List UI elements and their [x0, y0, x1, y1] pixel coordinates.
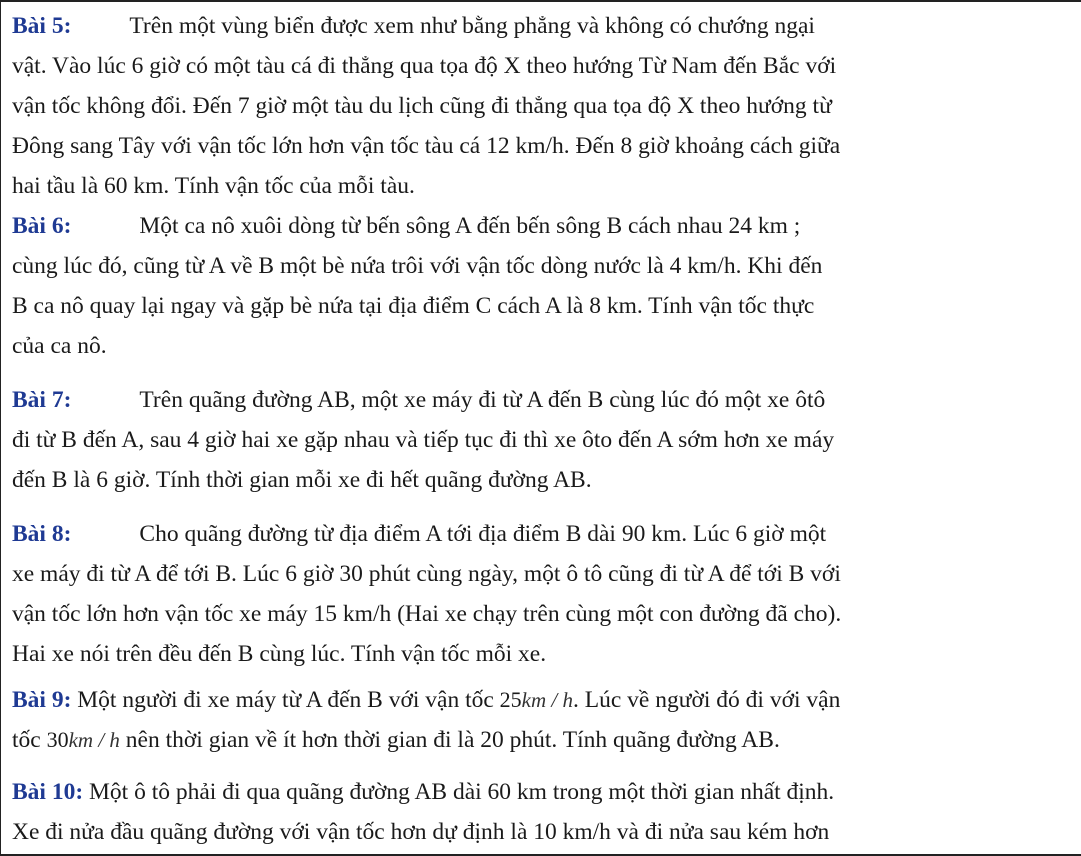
problem-label: Bài 9:: [12, 687, 72, 713]
problem-10: [12, 772, 1072, 852]
problem-line: Hai xe nói trên đều đến B cùng lúc. Tính vận tốc mỗi xe.: [12, 641, 547, 667]
problem-line: đi từ B đến A, sau 4 giờ hai xe gặp nhau và tiếp tục đi thì xe ôto đến A sớm hơn xe máy: [12, 427, 835, 453]
problem-label: Bài 7:: [12, 387, 72, 413]
problem-label: Bài 5:: [12, 13, 72, 39]
problem-line: hai tầu là 60 km. Tính vận tốc của mỗi tàu.: [12, 173, 415, 199]
problem-line: Đông sang Tây với vận tốc lớn hơn vận tốc tàu cá 12 km/h. Đến 8 giờ khoảng cách giữa: [12, 133, 841, 159]
problem-line: vật. Vào lúc 6 giờ có một tàu cá đi thẳng qua tọa độ X theo hướng Từ Nam đến Bắc với: [12, 53, 837, 79]
problem-line: Bài 9: Một người đi xe máy từ A đến B với vận tốc 25km / h. Lúc về người đó đi với vận: [12, 687, 841, 713]
speed-unit: km / h: [68, 728, 120, 752]
problem-8: [12, 514, 1072, 674]
problem-line: vận tốc lớn hơn vận tốc xe máy 15 km/h (Hai xe chạy trên cùng một con đường đã cho).: [12, 601, 842, 627]
problem-line: Bài 10: Một ô tô phải đi qua quãng đường AB dài 60 km trong một thời gian nhất định.: [12, 779, 835, 805]
problem-line: Bài 6: Một ca nô xuôi dòng từ bến sông A đến bến sông B cách nhau 24 km ;: [12, 213, 801, 239]
problem-label: Bài 6:: [12, 213, 72, 239]
problem-line: Bài 5: Trên một vùng biển được xem như bằng phẳng và không có chướng ngại: [12, 13, 815, 39]
problem-line: xe máy đi từ A để tới B. Lúc 6 giờ 30 phút cùng ngày, một ô tô cũng đi từ A để tới B với: [12, 561, 841, 587]
speed-value: 25: [499, 687, 522, 712]
problem-5: [12, 6, 1072, 206]
speed-value: 30: [46, 727, 69, 752]
problem-line: Bài 7: Trên quãng đường AB, một xe máy đi từ A đến B cùng lúc đó một xe ôtô: [12, 387, 826, 413]
speed-unit: km / h: [521, 688, 573, 712]
problem-line: Xe đi nửa đầu quãng đường với vận tốc hơn dự định là 10 km/h và đi nửa sau kém hơn: [12, 819, 830, 845]
problem-line: Bài 8: Cho quãng đường từ địa điểm A tới địa điểm B dài 90 km. Lúc 6 giờ một: [12, 521, 827, 547]
problem-6: [12, 206, 1072, 366]
problem-7: [12, 380, 1072, 500]
problem-line: đến B là 6 giờ. Tính thời gian mỗi xe đi hết quãng đường AB.: [12, 467, 592, 493]
problem-line: B ca nô quay lại ngay và gặp bè nứa tại địa điểm C cách A là 8 km. Tính vận tốc thực: [12, 293, 815, 319]
problem-line: vận tốc không đổi. Đến 7 giờ một tàu du lịch cũng đi thẳng qua tọa độ X theo hướng từ: [12, 93, 832, 119]
problem-label: Bài 10:: [12, 779, 84, 805]
problem-line: tốc 30km / h nên thời gian về ít hơn thời gian đi là 20 phút. Tính quãng đường AB.: [12, 727, 780, 753]
problem-line: của ca nô.: [12, 333, 107, 359]
problem-line: cùng lúc đó, cũng từ A về B một bè nứa trôi với vận tốc dòng nước là 4 km/h. Khi đến: [12, 253, 823, 279]
problem-9: [12, 680, 1072, 760]
problem-label: Bài 8:: [12, 521, 72, 547]
